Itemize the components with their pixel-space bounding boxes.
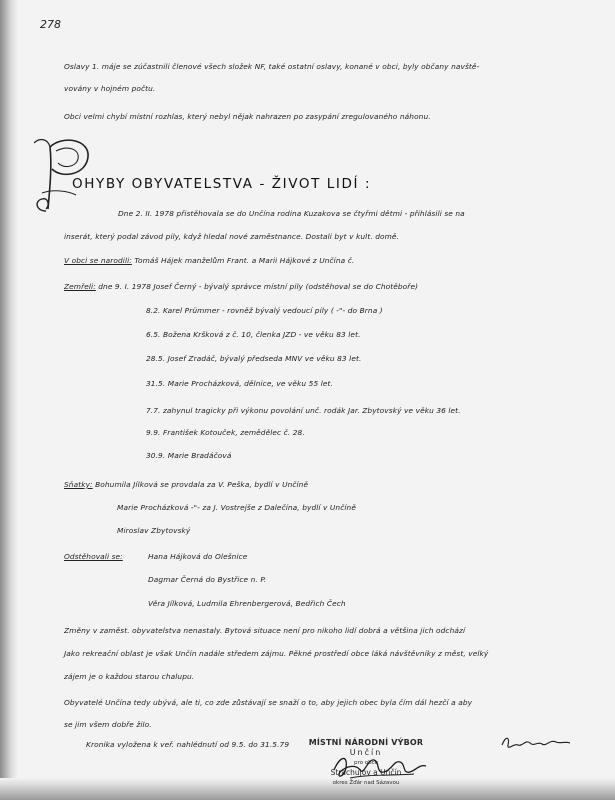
mayor-signature [330,748,430,784]
died-row [64,282,418,291]
scan-left-edge-shadow [0,0,18,800]
decorative-p-initial [28,135,98,215]
moved-out-item: Věra Jílková, Ludmila Ehrenbergerová, Bedřich Čech [148,599,346,608]
arrival-line2: inserát, který podal závod pily, když hledal nové zaměstnance. Dostali byt v kult. domě. [64,232,400,241]
married-first: Bohumila Jílková se provdala za V. Peška, bydlí v Unčíně [95,480,309,489]
moved-out-label: Odstěhovali se: [64,552,123,561]
chronicler-signature [500,733,572,753]
chronicle-note: Kronika vyložena k veř. nahlédnutí od 9.5. do 31.5.79 [86,740,290,749]
page-number: 278 [40,18,61,31]
died-item: 7.7. zahynul tragicky při výkonu povolání unč. rodák Jar. Zbytovský ve věku 36 let. [146,406,461,415]
died-item: 6.5. Božena Kršková z č. 10, členka JZD - ve věku 83 let. [146,330,361,339]
died-item: 8.2. Karel Prümmer - rovněž bývalý vedoucí pily ( -"- do Brna ) [146,306,383,315]
died-item: 9.9. František Kotouček, zemědělec č. 28. [146,428,305,437]
stamp-line3: pro obce [353,760,378,766]
para2-line: Obci velmi chybí místní rozhlas, který nebyl nějak nahrazen po zasypání zregulovaného náhonu. [64,112,431,121]
married-third: Miroslav Zbytovský [117,526,191,535]
closing-line1: Změny v zaměst. obyvatelstva nenastaly. Bytová situace není pro nikoho lidí dobrá a většina jich odchází [64,626,466,635]
closing-line2: Jako rekreační oblast je však Unčín nadále středem zájmu. Pěkné prostředí obce láká návštěvníky z měst, velký [64,649,489,658]
para1-line2: vovány v hojném počtu. [64,84,156,93]
died-first: dne 9. I. 1978 Josef Černý - bývalý správce místní pily (odstěhoval se do Chotěboře) [98,282,419,291]
died-label: Zemřeli: [64,282,96,291]
stamp-line2: Unčín [349,748,383,757]
born-label: V obci se narodili: [64,256,132,265]
closing-line3: zájem je o každou starou chalupu. [64,672,195,681]
married-row [64,480,308,489]
died-item: 28.5. Josef Zradáč, bývalý předseda MNV ve věku 83 let. [146,354,362,363]
section-heading: OHYBY OBYVATELSTVA - ŽIVOT LIDÍ : [72,176,372,192]
moved-out-item: Dagmar Černá do Bystřice n. P. [148,575,267,584]
stamp-line1: MÍSTNÍ NÁRODNÍ VÝBOR [308,738,424,747]
para1-line1: Oslavy 1. máje se zúčastnili členové všech složek NF, také ostatní oslavy, konané v obci, byly občany navště- [64,62,480,71]
closing-line4: Obyvatelé Unčína tedy ubývá, ale ti, co zde zůstávají se snaží o to, aby jejich obec byla čím dál hezčí a aby [64,698,473,707]
died-item: 30.9. Marie Bradáčová [146,451,232,460]
born-text: Tomáš Hájek manželům Frant. a Marii Hájkové z Unčína č. [134,256,355,265]
stamp-line4: Strachujov a Unčín [330,768,402,777]
arrival-line1: Dne 2. II. 1978 přistěhovala se do Unčína rodina Kuzakova se čtyřmi dětmi - přihlásili se na [118,209,465,218]
married-label: Sňatky: [64,480,93,489]
married-second: Marie Procházková -"- za J. Vostrejše z Dalečína, bydlí v Unčíně [117,503,356,512]
moved-out-row [64,552,123,561]
stamp-line5: okres Žďár nad Sázavou [332,780,400,786]
closing-line5: se jim všem dobře žilo. [64,720,152,729]
born-row [64,256,354,265]
died-item: 31.5. Marie Procházková, dělnice, ve věku 55 let. [146,379,333,388]
moved-out-item: Hana Hájková do Olešnice [148,552,248,561]
